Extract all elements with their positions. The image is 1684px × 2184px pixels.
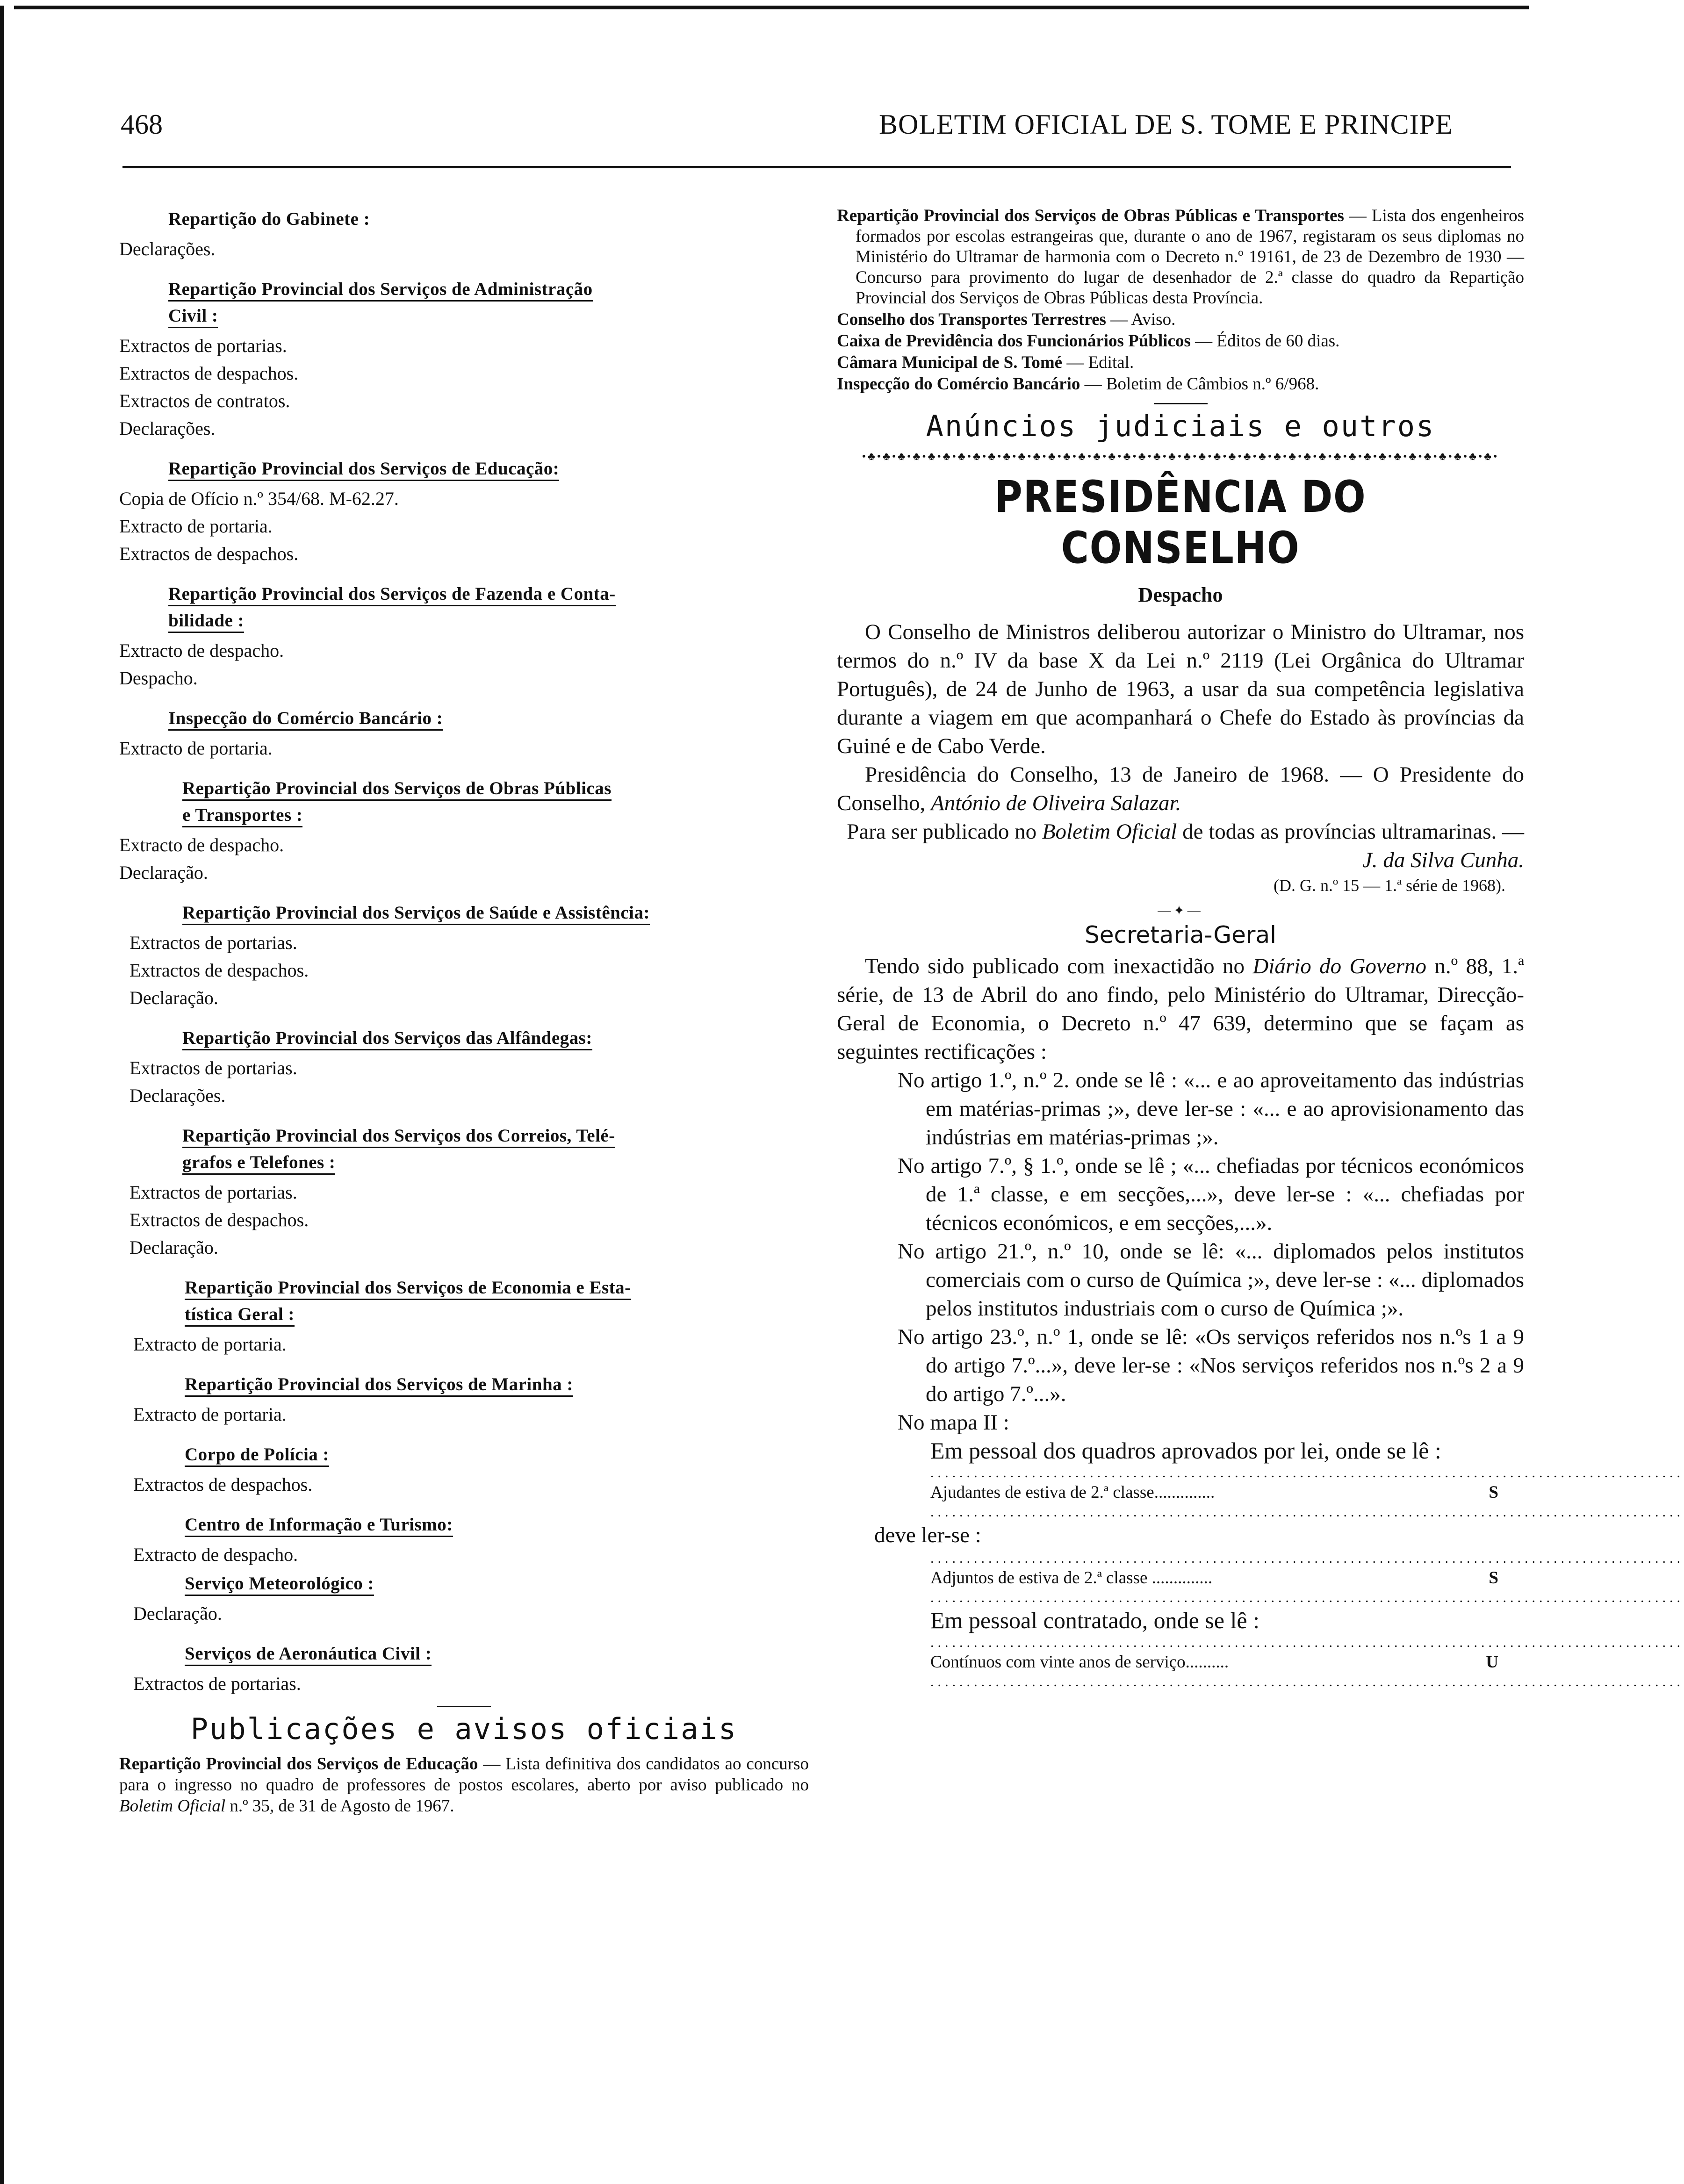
- contratado-line: Em pessoal contratado, onde se lê :: [930, 1607, 1259, 1633]
- notice-item: Inspecção do Comércio Bancário — Boletim de Câmbios n.º 6/968.: [837, 374, 1319, 394]
- secretaria-heading: Secretaria-Geral: [1084, 921, 1276, 948]
- dot-leader: ........................................................................................................: [930, 1590, 1684, 1605]
- left-border: [0, 6, 4, 2184]
- publicacoes-notice: Repartição Provincial dos Serviços de Educação — Lista definitiva dos candidatos ao concurso para o ingresso no quadro de professores de postos escolares, aberto por aviso publicado no Boletim Oficial n.º 35, de 31 de Agosto de 1967.: [119, 1754, 809, 1816]
- mapa-table-2: [930, 1550, 1684, 1607]
- section-heading: Repartição Provincial dos Serviços dos Correios, Telé- grafos e Telefones :: [182, 1122, 809, 1176]
- deve-ler-se: deve ler-se :: [874, 1523, 981, 1547]
- section-heading: Centro de Informação e Turismo:: [185, 1511, 809, 1538]
- section-items: Declaração.: [133, 1603, 222, 1624]
- table-row: Ajudantes de estiva de 2.ª classe.............. S: [930, 1483, 1498, 1502]
- section-items: Extractos de portarias.: [133, 1673, 301, 1694]
- divider: [437, 1706, 491, 1707]
- section-items: Extracto de despacho. Declaração.: [119, 834, 284, 883]
- section-heading: Inspecção do Comércio Bancário :: [168, 705, 809, 732]
- divider: [1154, 403, 1208, 404]
- section-items: Extractos de portarias. Extractos de despachos. Extractos de contratos. Declarações.: [119, 335, 299, 439]
- section-heading: Repartição Provincial dos Serviços de Administração Civil :: [168, 276, 809, 329]
- dot-leader: ........................................................................................................: [930, 1504, 1684, 1520]
- rectification-item: No artigo 21.º, n.º 10, onde se lê: «... diplomados pelos institutos comerciais com o curso de Química ;», deve ler-se : «... diplomados pelos institutos industriais com o curso de Química ;».: [898, 1239, 1524, 1321]
- section-heading: Repartição Provincial dos Serviços das Alfândegas:: [182, 1025, 809, 1051]
- dg-reference: (D. G. n.º 15 — 1.ª série de 1968).: [1273, 876, 1505, 895]
- rectification-item: No artigo 23.º, n.º 1, onde se lê: «Os serviços referidos nos n.ºs 1 a 9 do artigo 7.º...», deve ler-se : «Nos serviços referidos nos n.ºs 2 a 9 do artigo 7.º...».: [898, 1325, 1524, 1406]
- secretaria-intro: Tendo sido publicado com inexactidão no Diário do Governo n.º 88, 1.ª série, de 13 de Abril do ano findo, pelo Ministério do Ultramar, Direcção-Geral de Economia, o Decreto n.º 47 639, determino que se façam as seguintes rectificações :: [837, 954, 1524, 1064]
- section-heading: Repartição Provincial dos Serviços de Educação:: [168, 455, 809, 482]
- section-heading: Repartição Provincial dos Serviços de Economia e Esta- tística Geral :: [185, 1274, 809, 1328]
- top-border: [14, 6, 1529, 9]
- publicacoes-title: Publicações e avisos oficiais: [190, 1712, 738, 1746]
- rectification-item: No artigo 1.º, n.º 2. onde se lê : «... e ao aproveitamento das indústrias em matérias-primas ;», deve ler-se : «... e ao aprovisionamento das indústrias em matérias-primas ;».: [898, 1068, 1524, 1149]
- section-items: Extracto de despacho. Despacho.: [119, 640, 284, 689]
- dot-leader: ........................................................................................................: [930, 1551, 1684, 1566]
- left-column: [119, 206, 809, 1817]
- presidencia-heading: PRESIDÊNCIA DO CONSELHO: [994, 472, 1367, 574]
- section-items: Extracto de despacho.: [133, 1544, 298, 1565]
- dot-leader: ........................................................................................................: [930, 1635, 1684, 1650]
- section-items: Extractos de portarias. Declarações.: [130, 1057, 297, 1106]
- ornament-divider: —✦—: [1158, 904, 1203, 918]
- running-title: BOLETIM OFICIAL DE S. TOME E PRINCIPE: [879, 109, 1453, 140]
- section-heading: Serviço Meteorológico :: [185, 1570, 809, 1597]
- section-items: Extracto de portaria.: [133, 1404, 287, 1425]
- despacho-heading: Despacho: [1138, 583, 1223, 606]
- dot-leader: ........................................................................................................: [930, 1674, 1684, 1689]
- section-items: Copia de Ofício n.º 354/68. M-62.27. Extracto de portaria. Extractos de despachos.: [119, 488, 399, 564]
- section-heading: Repartição Provincial dos Serviços de Fazenda e Conta- bilidade :: [168, 581, 809, 634]
- notice-item: Caixa de Previdência dos Funcionários Públicos — Éditos de 60 dias.: [837, 331, 1340, 351]
- section-items: Extracto de portaria.: [133, 1334, 287, 1355]
- notice-item: Conselho dos Transportes Terrestres — Aviso.: [837, 310, 1176, 329]
- mapa-table-3: [930, 1634, 1684, 1691]
- ornament-border: •♣•♣•♣•♣•♣•♣•♣•♣•♣•♣•♣•♣•♣•♣•♣•♣•♣•♣•♣•♣•♣•♣•♣•♣•♣•♣•♣•♣•♣•♣•♣•♣•♣•♣•♣•♣•♣•♣•♣•♣•♣•♣•: [862, 451, 1499, 463]
- rectification-item: No mapa II :: [898, 1410, 1009, 1435]
- section-items: Extracto de portaria.: [119, 738, 273, 759]
- section-items: Extractos de portarias. Extractos de despachos. Declaração.: [130, 932, 309, 1008]
- table-row: Contínuos com vinte anos de serviço.......... U: [930, 1652, 1498, 1672]
- table-row: Adjuntos de estiva de 2.ª classe .............. S: [930, 1568, 1498, 1588]
- section-heading: Repartição Provincial dos Serviços de Saúde e Assistência:: [182, 899, 809, 926]
- rectifications-list: [837, 1066, 1524, 1464]
- section-heading: Repartição Provincial dos Serviços de Obras Públicas e Transportes :: [182, 775, 809, 828]
- section-items: Declarações.: [119, 238, 216, 259]
- section-heading: Repartição Provincial dos Serviços de Marinha :: [185, 1371, 809, 1398]
- section-heading: Serviços de Aeronáutica Civil :: [185, 1640, 809, 1667]
- section-items: Extractos de despachos.: [133, 1474, 313, 1495]
- right-column: [837, 206, 1684, 1691]
- notice-item: Repartição Provincial dos Serviços de Obras Públicas e Transportes — Lista dos engenheiros formados por escolas estrangeiras que, durante o ano de 1967, registaram os seus diplomas no Ministério do Ultramar de harmonia com o Decreto n.º 19161, de 23 de Dezembro de 1930 — Concurso para provimento do lugar de desenhador de 2.ª classe do quadro da Repartição Provincial dos Serviços de Obras Públicas desta Província.: [837, 206, 1525, 308]
- page-number: 468: [121, 109, 163, 140]
- section-heading: Corpo de Polícia :: [185, 1441, 809, 1468]
- notices-list: [837, 206, 1524, 395]
- section-heading: Repartição do Gabinete :: [168, 209, 370, 229]
- anuncios-title: Anúncios judiciais e outros: [926, 409, 1435, 443]
- dot-leader: ........................................................................................................: [930, 1465, 1684, 1480]
- notice-item: Câmara Municipal de S. Tomé — Edital.: [837, 353, 1134, 372]
- mapa-table-1: [930, 1464, 1684, 1521]
- despacho-body: O Conselho de Ministros deliberou autorizar o Ministro do Ultramar, nos termos do n.º IV da base X da Lei n.º 2119 (Lei Orgânica do Ultramar Português), de 24 de Junho de 1963, a usar da sua competência legislativa durante a viagem em que acompanhará o Chefe do Estado às províncias da Guiné e de Cabo Verde. Presidência do Conselho, 13 de Janeiro de 1968. — O Presidente do Conselho, António de Oliveira Salazar.: [837, 620, 1524, 815]
- mapa-line: Em pessoal dos quadros aprovados por lei, onde se lê :: [930, 1437, 1441, 1464]
- section-items: Extractos de portarias. Extractos de despachos. Declaração.: [130, 1182, 309, 1258]
- publication-note: Para ser publicado no Boletim Oficial de todas as províncias ultramarinas. — J. da Silva Cunha.: [847, 819, 1524, 872]
- header-rule: [122, 166, 1511, 168]
- rectification-item: No artigo 7.º, § 1.º, onde se lê ; «... chefiadas por técnicos económicos de 1.ª classe, e em secções,...», deve ler-se : «... chefiadas por técnicos económicos, e em secções,...».: [898, 1154, 1524, 1235]
